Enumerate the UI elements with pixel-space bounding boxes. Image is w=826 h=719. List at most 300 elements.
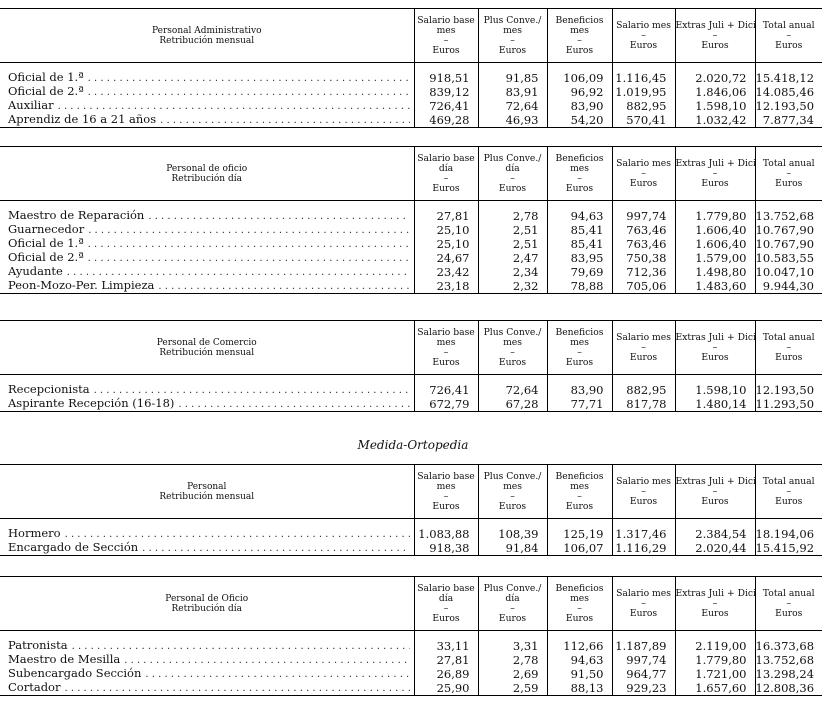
column-header-line: –: [510, 490, 515, 502]
column-header-line: Plus Conve./: [483, 470, 542, 482]
column-header: [612, 9, 675, 63]
value-cell: 13.752,68: [755, 209, 822, 223]
value-cell: 96,92: [547, 85, 612, 99]
category-header: [0, 321, 414, 375]
value-cell: 1.032,42: [675, 113, 755, 128]
column-header-line: –: [641, 167, 646, 179]
column-header-line: Total anual: [762, 331, 815, 343]
row-label-cell: [0, 397, 414, 412]
value-cell: 10.767,90: [755, 237, 822, 251]
value-cell: 7.877,34: [755, 113, 822, 128]
category-header-line: Personal de oficio: [166, 163, 248, 174]
category-header: [0, 9, 414, 63]
category-header-line: Personal Administrativo: [152, 25, 262, 36]
value-cell: 83,90: [547, 383, 612, 397]
column-header-line: Salario mes: [616, 587, 671, 599]
dot-leader: [88, 238, 410, 251]
row-label: Aprendiz de 16 a 21 años: [8, 113, 157, 126]
value-cell: 33,11: [414, 639, 478, 653]
value-cell: 2,69: [478, 667, 547, 681]
row-label: Oficial de 2.ª: [8, 251, 84, 264]
column-header-line: Extras Juli + Dici: [675, 19, 756, 31]
column-header-line: –: [510, 602, 515, 614]
column-header-line: Euros: [775, 39, 803, 51]
row-label: Oficial de 2.ª: [8, 85, 84, 98]
value-cell: 2.020,72: [675, 71, 755, 85]
value-cell: 94,63: [547, 653, 612, 667]
value-cell: 79,69: [547, 265, 612, 279]
category-header: [0, 465, 414, 519]
column-header-line: Euros: [565, 44, 594, 56]
column-header-line: Euros: [701, 607, 729, 619]
value-cell: 25,10: [414, 237, 478, 251]
column-header-line: Euros: [701, 39, 729, 51]
value-cell: 1.116,45: [612, 71, 675, 85]
column-header-line: –: [577, 602, 582, 614]
table-personal-de-oficio: [0, 146, 826, 294]
dot-leader: [178, 398, 409, 411]
column-header-line: –: [786, 341, 792, 353]
column-header-line: Plus Conve./: [483, 152, 542, 164]
column-header-line: Euros: [498, 500, 527, 512]
value-cell: 3,31: [478, 639, 547, 653]
value-cell: 9.944,30: [755, 279, 822, 294]
row-label: Recepcionista: [8, 383, 90, 396]
value-cell: 672,79: [414, 397, 478, 412]
column-header-line: Euros: [498, 612, 527, 624]
column-header-line: –: [443, 490, 449, 502]
column-header-line: Salario base: [417, 14, 475, 26]
row-label-cell: [0, 85, 414, 99]
table-row: [0, 251, 822, 265]
column-header-line: –: [712, 167, 718, 179]
column-header-line: –: [641, 485, 646, 497]
value-cell: 1.598,10: [675, 383, 755, 397]
value-cell: 2,51: [478, 223, 547, 237]
row-label-cell: [0, 527, 414, 541]
row-label: Hormero: [8, 527, 61, 540]
column-header-line: –: [443, 34, 449, 46]
column-header-line: Plus Conve./: [483, 582, 542, 594]
column-header-line: –: [786, 485, 792, 497]
value-cell: 25,10: [414, 223, 478, 237]
table-row: [0, 99, 822, 113]
value-cell: 26,89: [414, 667, 478, 681]
value-cell: 997,74: [612, 209, 675, 223]
column-header-line: Beneficios: [555, 470, 604, 482]
value-cell: 106,09: [547, 71, 612, 85]
value-cell: 2.020,44: [675, 541, 755, 556]
column-header: [612, 577, 675, 631]
row-label: Cortador: [8, 681, 61, 694]
value-cell: 726,41: [414, 383, 478, 397]
value-cell: 112,66: [547, 639, 612, 653]
value-cell: 15.415,92: [755, 541, 822, 556]
column-header-line: Extras Juli + Dici: [675, 157, 756, 169]
column-header-line: –: [641, 597, 646, 609]
value-cell: 2,51: [478, 237, 547, 251]
column-header-line: –: [577, 346, 582, 358]
value-cell: 1.483,60: [675, 279, 755, 294]
value-cell: 78,88: [547, 279, 612, 294]
column-header: [755, 147, 822, 201]
dot-leader: [58, 100, 410, 113]
value-cell: 1.721,00: [675, 667, 755, 681]
value-cell: 929,23: [612, 681, 675, 696]
column-header-line: Euros: [775, 495, 803, 507]
row-label: Patronista: [8, 639, 68, 652]
column-header-line: Euros: [432, 44, 460, 56]
column-header-line: –: [786, 167, 792, 179]
column-header: [612, 321, 675, 375]
table-personal-administrativo: [0, 8, 826, 128]
column-header: [612, 147, 675, 201]
value-cell: 24,67: [414, 251, 478, 265]
table-row: [0, 237, 822, 251]
value-cell: 918,51: [414, 71, 478, 85]
column-header-line: Euros: [629, 177, 658, 189]
value-cell: 2,78: [478, 209, 547, 223]
table-row: [0, 223, 822, 237]
column-header-line: Euros: [498, 44, 527, 56]
value-cell: 83,90: [547, 99, 612, 113]
category-header-line: Retribución día: [171, 603, 242, 614]
dot-leader: [64, 682, 409, 695]
column-header-line: –: [641, 341, 646, 353]
column-header-line: Euros: [432, 500, 460, 512]
row-label-cell: [0, 113, 414, 128]
row-label-cell: [0, 265, 414, 279]
column-header-line: Euros: [775, 607, 803, 619]
table-row: [0, 653, 822, 667]
table-row: [0, 681, 822, 696]
value-cell: 1.019,95: [612, 85, 675, 99]
value-cell: 705,06: [612, 279, 675, 294]
column-header-line: Salario mes: [616, 157, 671, 169]
column-header-line: mes: [503, 480, 522, 492]
column-header-line: –: [577, 34, 582, 46]
value-cell: 1.579,00: [675, 251, 755, 265]
column-header-line: Euros: [701, 177, 729, 189]
value-cell: 1.606,40: [675, 223, 755, 237]
value-cell: 10.047,10: [755, 265, 822, 279]
value-cell: 1.317,46: [612, 527, 675, 541]
row-label-cell: [0, 71, 414, 85]
value-cell: 108,39: [478, 527, 547, 541]
spacer-row: [0, 63, 822, 72]
value-cell: 15.418,12: [755, 71, 822, 85]
value-cell: 23,42: [414, 265, 478, 279]
category-header-line: Personal: [187, 481, 227, 492]
column-header-line: Euros: [629, 39, 658, 51]
value-cell: 1.116,29: [612, 541, 675, 556]
column-header: [612, 465, 675, 519]
row-label: Guarnecedor: [8, 223, 85, 236]
value-cell: 1.083,88: [414, 527, 478, 541]
table-row: [0, 383, 822, 397]
dot-leader: [72, 640, 410, 653]
value-cell: 13.298,24: [755, 667, 822, 681]
table-row: [0, 639, 822, 653]
table-personal-de-comercio: [0, 320, 826, 412]
row-label-cell: [0, 99, 414, 113]
column-header: [414, 147, 478, 201]
column-header-line: Euros: [565, 612, 594, 624]
table-row: [0, 71, 822, 85]
column-header-line: Beneficios: [555, 582, 604, 594]
value-cell: 712,36: [612, 265, 675, 279]
column-header-line: Euros: [629, 607, 658, 619]
value-cell: 46,93: [478, 113, 547, 128]
table-row: [0, 265, 822, 279]
table-row: [0, 209, 822, 223]
value-cell: 72,64: [478, 383, 547, 397]
value-cell: 72,64: [478, 99, 547, 113]
value-cell: 570,41: [612, 113, 675, 128]
column-header-line: Total anual: [762, 19, 815, 31]
column-header-line: Salario mes: [616, 19, 671, 31]
column-header-line: Euros: [775, 351, 803, 363]
column-header-line: Total anual: [762, 475, 815, 487]
column-header-line: –: [712, 341, 718, 353]
column-header-line: Salario base: [417, 326, 475, 338]
dot-leader: [88, 86, 410, 99]
column-header-line: Euros: [432, 612, 460, 624]
column-header-line: –: [786, 597, 792, 609]
column-header: [547, 465, 612, 519]
value-cell: 817,78: [612, 397, 675, 412]
spacer-row: [0, 201, 822, 210]
value-cell: 1.480,14: [675, 397, 755, 412]
row-label: Encargado de Sección: [8, 541, 139, 554]
dot-leader: [158, 280, 409, 293]
column-header-line: día: [505, 592, 520, 604]
column-header: [547, 147, 612, 201]
row-label-cell: [0, 681, 414, 696]
column-header: [675, 577, 755, 631]
column-header-line: mes: [570, 592, 589, 604]
row-label: Maestro de Mesilla: [8, 653, 121, 666]
column-header-line: mes: [503, 336, 522, 348]
column-header-line: mes: [436, 24, 456, 36]
column-header: [755, 9, 822, 63]
value-cell: 750,38: [612, 251, 675, 265]
salary-table: [0, 576, 822, 696]
column-header-line: mes: [570, 24, 589, 36]
value-cell: 85,41: [547, 237, 612, 251]
value-cell: 12.808,36: [755, 681, 822, 696]
table-row: [0, 279, 822, 294]
table-row: [0, 667, 822, 681]
column-header-line: día: [505, 162, 520, 174]
row-label: Oficial de 1.ª: [8, 71, 84, 84]
value-cell: 964,77: [612, 667, 675, 681]
row-label-cell: [0, 223, 414, 237]
salary-table: [0, 146, 822, 294]
column-header-line: Beneficios: [555, 326, 604, 338]
column-header-line: mes: [503, 24, 522, 36]
column-header: [755, 577, 822, 631]
row-label-cell: [0, 639, 414, 653]
value-cell: 2,32: [478, 279, 547, 294]
dot-leader: [145, 668, 409, 681]
row-label: Aspirante Recepción (16-18): [8, 397, 175, 410]
table-row: [0, 113, 822, 128]
column-header-line: Total anual: [762, 157, 815, 169]
column-header-line: –: [510, 346, 515, 358]
column-header: [478, 9, 547, 63]
column-header: [547, 577, 612, 631]
column-header-line: –: [712, 29, 718, 41]
column-header-line: Beneficios: [555, 152, 604, 164]
value-cell: 83,95: [547, 251, 612, 265]
column-header-line: Salario mes: [616, 331, 671, 343]
value-cell: 27,81: [414, 653, 478, 667]
column-header-line: día: [438, 162, 454, 174]
row-label-cell: [0, 383, 414, 397]
value-cell: 125,19: [547, 527, 612, 541]
spacer-row: [0, 519, 822, 528]
column-header-line: Euros: [565, 182, 594, 194]
dot-leader: [88, 72, 410, 85]
column-header-line: mes: [570, 336, 589, 348]
value-cell: 10.767,90: [755, 223, 822, 237]
column-header-line: Euros: [629, 351, 658, 363]
column-header-line: Extras Juli + Dici: [675, 475, 756, 487]
value-cell: 882,95: [612, 383, 675, 397]
value-cell: 1.657,60: [675, 681, 755, 696]
column-header-line: mes: [570, 162, 589, 174]
row-label-cell: [0, 653, 414, 667]
salary-table: [0, 8, 822, 128]
row-label: Subencargado Sección: [8, 667, 142, 680]
column-header: [414, 577, 478, 631]
category-header-line: Retribución mensual: [159, 35, 255, 46]
value-cell: 2.119,00: [675, 639, 755, 653]
value-cell: 14.085,46: [755, 85, 822, 99]
value-cell: 918,38: [414, 541, 478, 556]
value-cell: 997,74: [612, 653, 675, 667]
value-cell: 2,47: [478, 251, 547, 265]
value-cell: 1.606,40: [675, 237, 755, 251]
spacer-row: [0, 631, 822, 640]
table-row: [0, 85, 822, 99]
column-header: [675, 321, 755, 375]
column-header-line: –: [577, 172, 582, 184]
value-cell: 839,12: [414, 85, 478, 99]
column-header-line: –: [443, 346, 449, 358]
row-label: Ayudante: [8, 265, 63, 278]
dot-leader: [148, 210, 409, 223]
column-header-line: Extras Juli + Dici: [675, 331, 756, 343]
column-header-line: Salario base: [417, 152, 475, 164]
row-label-cell: [0, 209, 414, 223]
column-header-line: Euros: [701, 495, 729, 507]
column-header-line: mes: [436, 336, 456, 348]
value-cell: 1.187,89: [612, 639, 675, 653]
column-header: [675, 147, 755, 201]
spacer-row: [0, 375, 822, 384]
dot-leader: [160, 114, 409, 127]
row-label-cell: [0, 667, 414, 681]
value-cell: 1.779,80: [675, 209, 755, 223]
column-header-line: Euros: [432, 182, 460, 194]
value-cell: 83,91: [478, 85, 547, 99]
value-cell: 1.498,80: [675, 265, 755, 279]
value-cell: 13.752,68: [755, 653, 822, 667]
column-header: [414, 465, 478, 519]
dot-leader: [142, 542, 409, 555]
column-header: [478, 147, 547, 201]
column-header-line: Euros: [565, 356, 594, 368]
row-label-cell: [0, 541, 414, 556]
column-header-line: Extras Juli + Dici: [675, 587, 756, 599]
column-header-line: Euros: [432, 356, 460, 368]
column-header-line: Euros: [565, 500, 594, 512]
column-header-line: Salario base: [417, 582, 475, 594]
row-label-cell: [0, 237, 414, 251]
value-cell: 12.193,50: [755, 383, 822, 397]
column-header-line: día: [438, 592, 454, 604]
value-cell: 11.293,50: [755, 397, 822, 412]
row-label-cell: [0, 251, 414, 265]
row-label: Peon-Mozo-Per. Limpieza: [8, 279, 155, 292]
value-cell: 10.583,55: [755, 251, 822, 265]
column-header-line: mes: [436, 480, 456, 492]
value-cell: 77,71: [547, 397, 612, 412]
value-cell: 469,28: [414, 113, 478, 128]
column-header-line: –: [712, 597, 718, 609]
value-cell: 91,85: [478, 71, 547, 85]
value-cell: 2,34: [478, 265, 547, 279]
section-subtitle: Medida-Ortopedia: [357, 438, 469, 452]
column-header: [414, 9, 478, 63]
category-header: [0, 147, 414, 201]
value-cell: 12.193,50: [755, 99, 822, 113]
value-cell: 106,07: [547, 541, 612, 556]
column-header-line: Plus Conve./: [483, 326, 542, 338]
value-cell: 85,41: [547, 223, 612, 237]
column-header: [478, 321, 547, 375]
dot-leader: [88, 252, 410, 265]
value-cell: 94,63: [547, 209, 612, 223]
value-cell: 91,50: [547, 667, 612, 681]
category-header-line: Personal de Oficio: [165, 593, 249, 604]
value-cell: 54,20: [547, 113, 612, 128]
column-header-line: –: [577, 490, 582, 502]
column-header-line: Plus Conve./: [483, 14, 542, 26]
column-header-line: –: [443, 172, 449, 184]
value-cell: 2.384,54: [675, 527, 755, 541]
column-header-line: Salario mes: [616, 475, 671, 487]
dot-leader: [67, 266, 410, 279]
dot-leader: [94, 384, 410, 397]
dot-leader: [88, 224, 409, 237]
table-personal: [0, 464, 826, 556]
row-label: Oficial de 1.ª: [8, 237, 84, 250]
category-header-line: Retribución día: [171, 173, 242, 184]
value-cell: 763,46: [612, 223, 675, 237]
category-header: [0, 577, 414, 631]
value-cell: 882,95: [612, 99, 675, 113]
value-cell: 67,28: [478, 397, 547, 412]
category-header-line: Personal de Comercio: [156, 337, 257, 348]
value-cell: 2,78: [478, 653, 547, 667]
column-header: [547, 321, 612, 375]
value-cell: 88,13: [547, 681, 612, 696]
value-cell: 763,46: [612, 237, 675, 251]
row-label: Maestro de Reparación: [8, 209, 145, 222]
